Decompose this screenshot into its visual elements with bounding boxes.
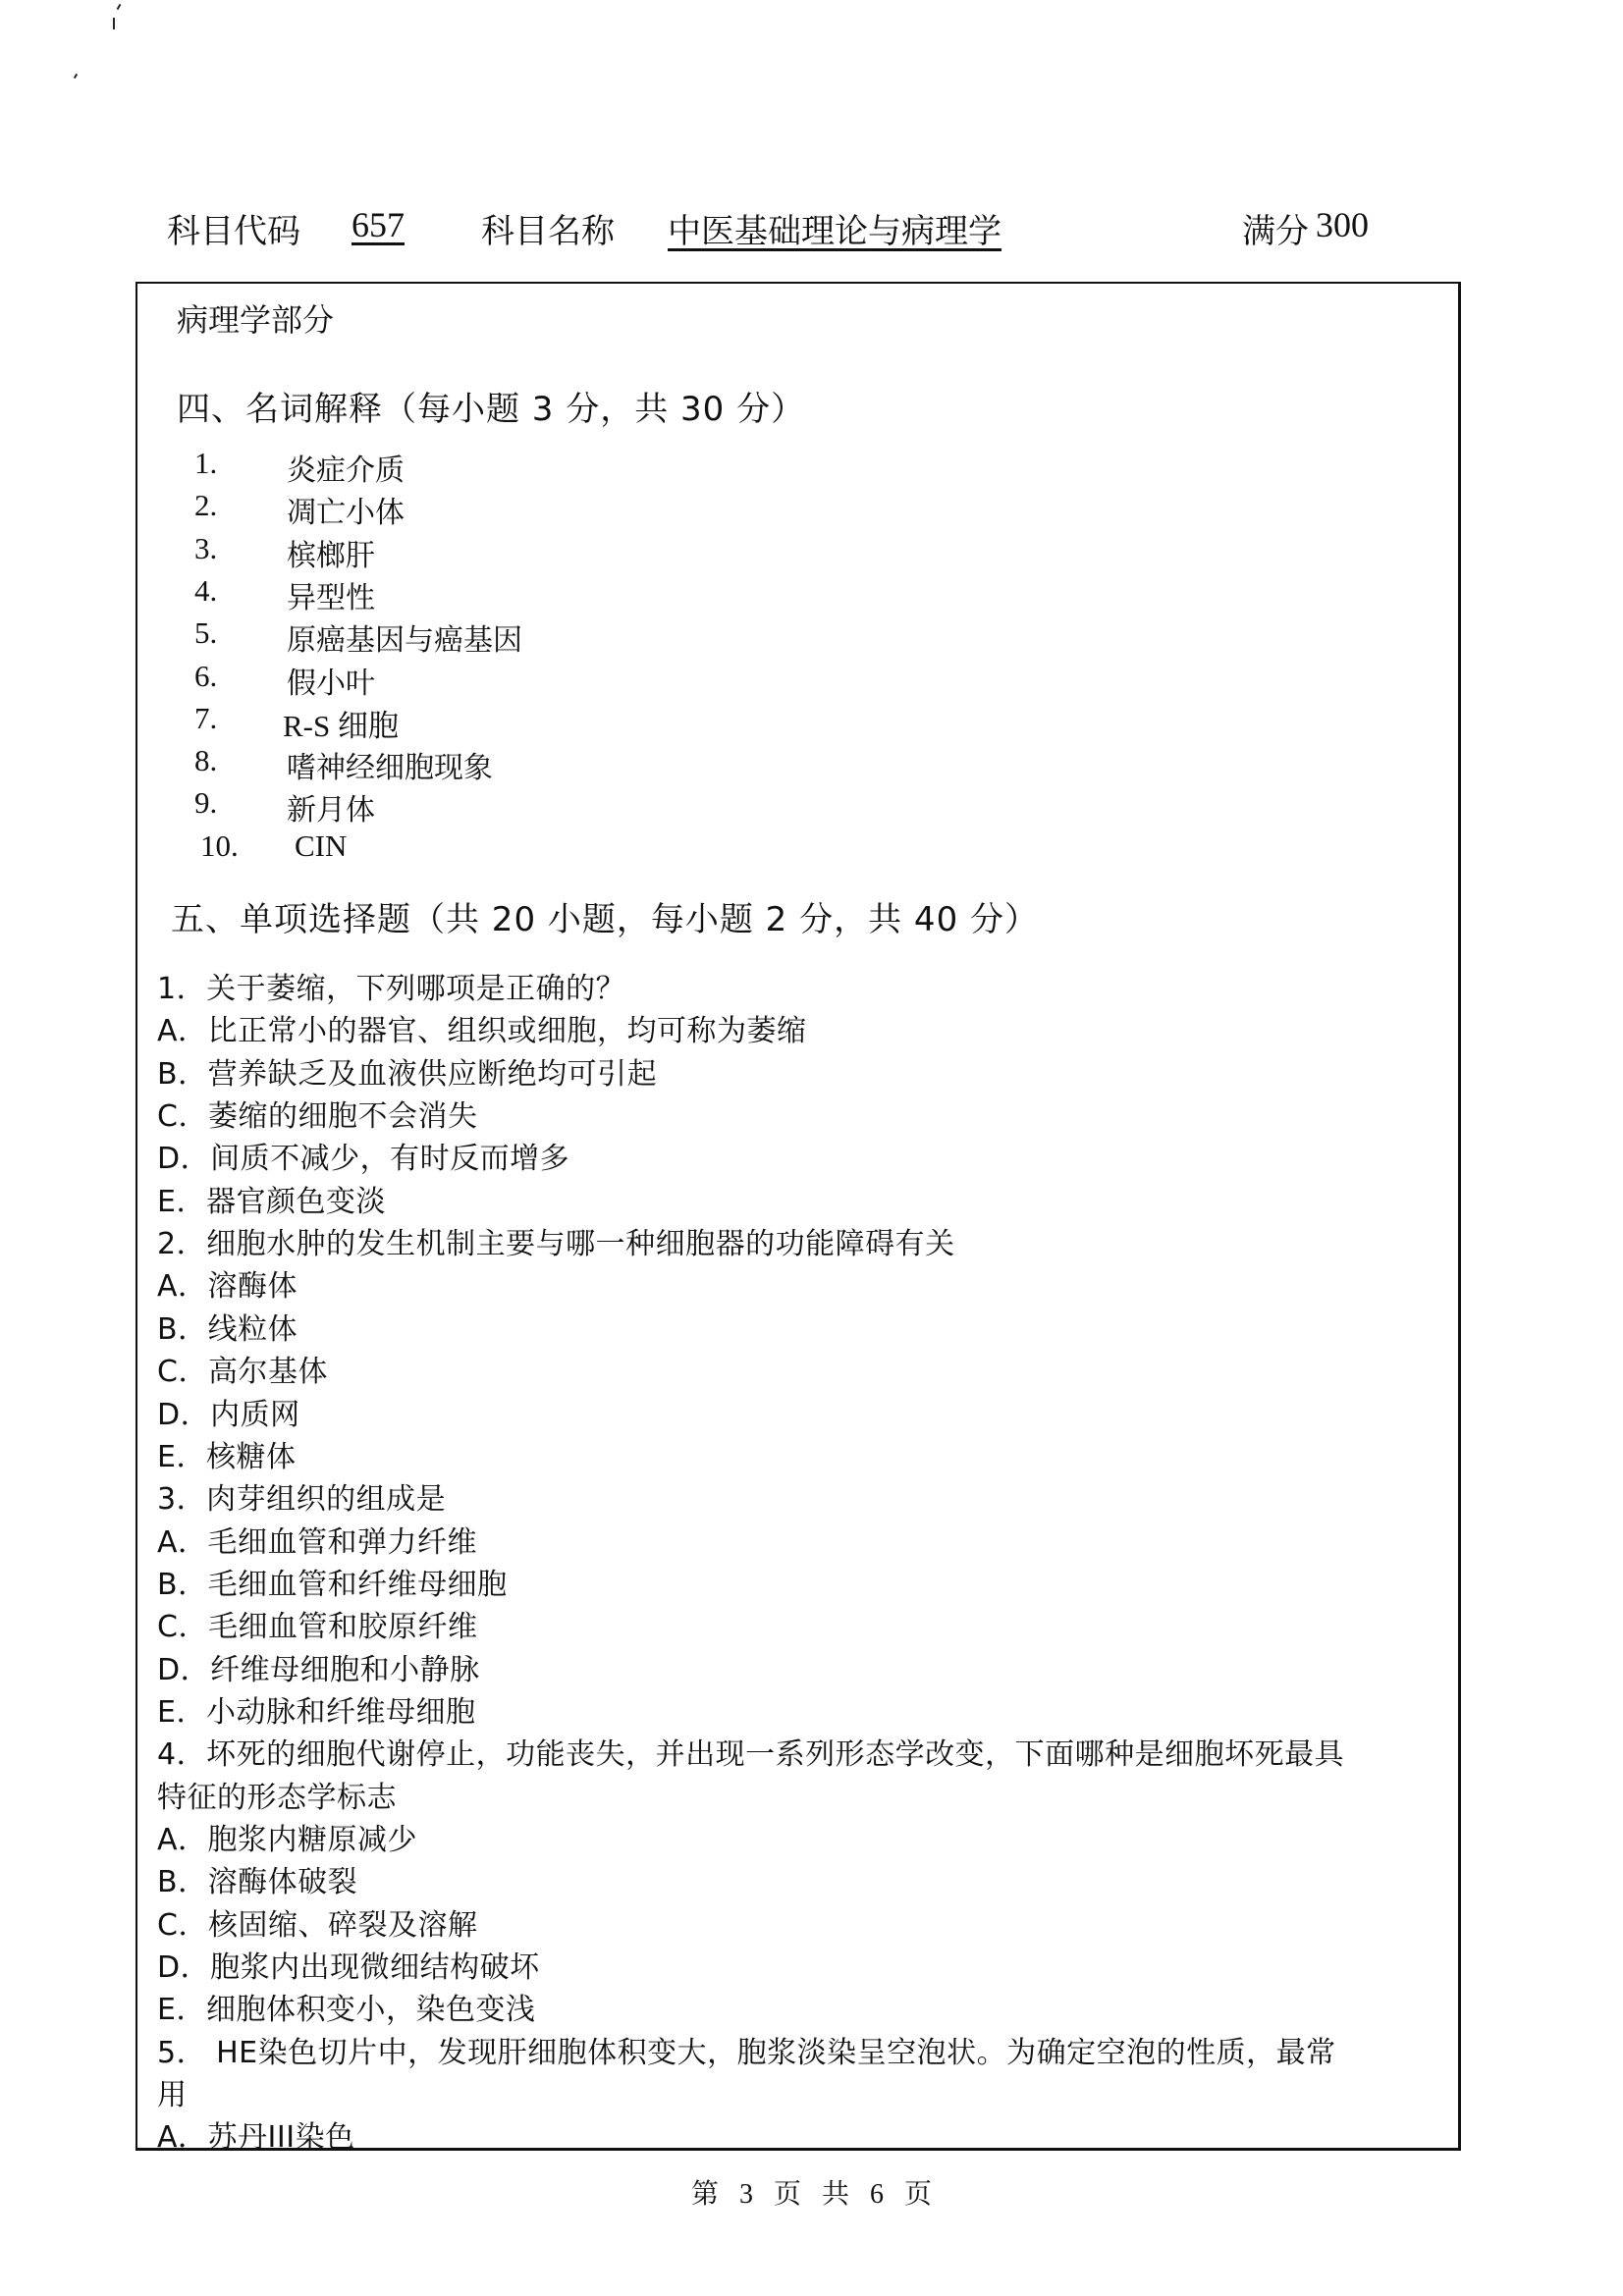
answer-option: E．细胞体积变小，染色变浅 xyxy=(157,1993,536,2028)
term-text: 新月体 xyxy=(287,793,375,828)
scan-artifact xyxy=(74,74,78,79)
question-text: 特征的形态学标志 xyxy=(157,1780,397,1815)
exam-header xyxy=(167,204,1404,263)
answer-option: C．萎缩的细胞不会消失 xyxy=(157,1099,478,1135)
scan-artifact xyxy=(113,18,115,29)
answer-option: C．核固缩、碎裂及溶解 xyxy=(157,1907,478,1943)
answer-option: B．毛细血管和纤维母细胞 xyxy=(157,1567,508,1602)
term-text: 凋亡小体 xyxy=(287,496,405,531)
answer-option: D．纤维母细胞和小静脉 xyxy=(157,1652,480,1687)
part-title: 病理学部分 xyxy=(177,301,335,339)
question-box xyxy=(135,282,1461,2156)
answer-option: A．胞浆内糖原减少 xyxy=(157,1823,418,1857)
answer-option: C．高尔基体 xyxy=(157,1355,328,1390)
term-text: CIN xyxy=(295,828,348,863)
answer-option: A．溶酶体 xyxy=(157,1269,298,1305)
question-text: 用 xyxy=(157,2078,188,2113)
answer-option: A．毛细血管和弹力纤维 xyxy=(157,1524,478,1560)
question-text: 2．细胞水肿的发生机制主要与哪一种细胞器的功能障碍有关 xyxy=(157,1227,955,1262)
term-number: 6. xyxy=(194,658,218,693)
scan-artifact xyxy=(117,4,122,10)
term-text: 槟榔肝 xyxy=(287,538,375,573)
term-text: 炎症介质 xyxy=(287,454,405,488)
term-number: 8. xyxy=(194,743,218,778)
answer-option: B．线粒体 xyxy=(157,1311,298,1347)
term-text: 原癌基因与癌基因 xyxy=(287,623,522,659)
answer-option: E．核糖体 xyxy=(157,1439,297,1474)
term-number: 2. xyxy=(194,488,218,523)
term-number: 9. xyxy=(194,785,218,821)
question-text: 4．坏死的细胞代谢停止，功能丧失，并出现一系列形态学改变，下面哪种是细胞坏死最具 xyxy=(157,1737,1345,1773)
answer-option: B．营养缺乏及血液供应断绝均可引起 xyxy=(157,1056,658,1092)
section-title-choice: 五、单项选择题（共 20 小题，每小题 2 分，共 40 分） xyxy=(171,900,1040,939)
term-number: 4. xyxy=(194,572,218,608)
answer-option: D．间质不减少，有时反而增多 xyxy=(157,1142,570,1177)
subject-name: 中医基础理论与病理学 xyxy=(668,212,1001,251)
subject-code-label: 科目代码 xyxy=(167,212,300,251)
term-number: 7. xyxy=(194,700,218,735)
subject-name-label: 科目名称 xyxy=(481,212,615,251)
term-text: R-S 细胞 xyxy=(283,708,399,743)
section-title-terms: 四、名词解释（每小题 3 分，共 30 分） xyxy=(177,390,806,429)
term-number: 1. xyxy=(194,446,218,480)
question-text: 3．肉芽组织的组成是 xyxy=(157,1482,447,1518)
answer-option: E．小动脉和纤维母细胞 xyxy=(157,1694,476,1730)
full-score-label: 满分 xyxy=(1242,212,1309,251)
answer-option: A．比正常小的器官、组织或细胞，均可称为萎缩 xyxy=(157,1014,807,1049)
question-text: 1．关于萎缩，下列哪项是正确的？ xyxy=(157,972,626,1006)
page-number: 第 3 页 共 6 页 xyxy=(690,2179,932,2210)
answer-option: B．溶酶体破裂 xyxy=(157,1865,358,1900)
answer-option: A．苏丹III染色 xyxy=(157,2120,355,2156)
term-text: 嗜神经细胞现象 xyxy=(287,751,493,786)
answer-option: D．内质网 xyxy=(157,1397,300,1432)
term-text: 异型性 xyxy=(287,580,375,615)
term-number: 10. xyxy=(200,828,239,863)
answer-option: C．毛细血管和胶原纤维 xyxy=(157,1610,478,1645)
term-text: 假小叶 xyxy=(287,666,375,701)
answer-option: D．胞浆内出现微细结构破坏 xyxy=(157,1950,540,1986)
question-text: 5． HE染色切片中，发现肝细胞体积变大，胞浆淡染呈空泡状。为确定空泡的性质，最常 xyxy=(157,2035,1336,2070)
term-number: 3. xyxy=(194,530,218,565)
subject-code: 657 xyxy=(352,205,405,244)
full-score: 300 xyxy=(1316,205,1369,244)
answer-option: E．器官颜色变淡 xyxy=(157,1184,386,1219)
term-number: 5. xyxy=(194,615,218,651)
